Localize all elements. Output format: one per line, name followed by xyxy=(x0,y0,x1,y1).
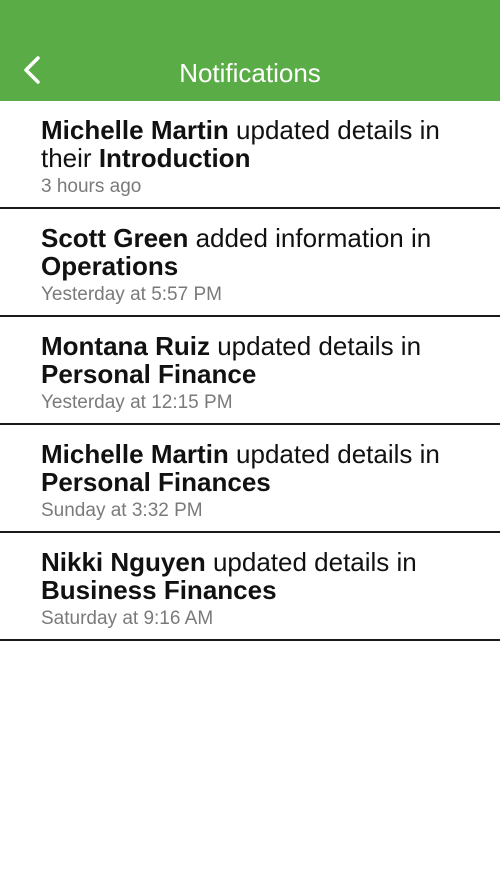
notification-action: updated details in xyxy=(210,331,422,361)
notification-time: Yesterday at 12:15 PM xyxy=(41,392,233,413)
notification-actor: Nikki Nguyen xyxy=(41,547,206,577)
notification-target: Operations xyxy=(41,251,179,281)
notification-item[interactable] xyxy=(0,533,500,641)
notification-message xyxy=(41,332,471,388)
notification-message xyxy=(41,224,471,280)
notification-item[interactable] xyxy=(0,425,500,533)
notification-action: updated details in xyxy=(205,547,417,577)
notification-target: Personal Finance xyxy=(41,359,257,389)
notification-target: Personal Finances xyxy=(41,467,271,497)
notification-target: Introduction xyxy=(98,143,251,173)
notification-message xyxy=(41,548,471,604)
notification-time: Yesterday at 5:57 PM xyxy=(41,284,222,305)
notification-item[interactable] xyxy=(0,317,500,425)
notification-action: updated details in xyxy=(228,439,440,469)
notification-list xyxy=(0,101,500,641)
notification-message xyxy=(41,440,471,496)
page-title: Notifications xyxy=(179,58,321,88)
notification-actor: Michelle Martin xyxy=(41,439,229,469)
notification-item[interactable] xyxy=(0,209,500,317)
notification-action: added information in xyxy=(188,223,432,253)
app-header xyxy=(0,0,500,101)
notification-actor: Scott Green xyxy=(41,223,189,253)
notification-time: Saturday at 9:16 AM xyxy=(41,608,214,629)
notification-message xyxy=(41,116,471,172)
notification-time: 3 hours ago xyxy=(41,176,142,197)
notification-time: Sunday at 3:32 PM xyxy=(41,500,203,521)
notification-item[interactable] xyxy=(0,101,500,209)
notification-actor: Michelle Martin xyxy=(41,115,229,145)
notification-actor: Montana Ruiz xyxy=(41,331,210,361)
notification-target: Business Finances xyxy=(41,575,277,605)
notification-action: updated details in their xyxy=(41,115,440,173)
